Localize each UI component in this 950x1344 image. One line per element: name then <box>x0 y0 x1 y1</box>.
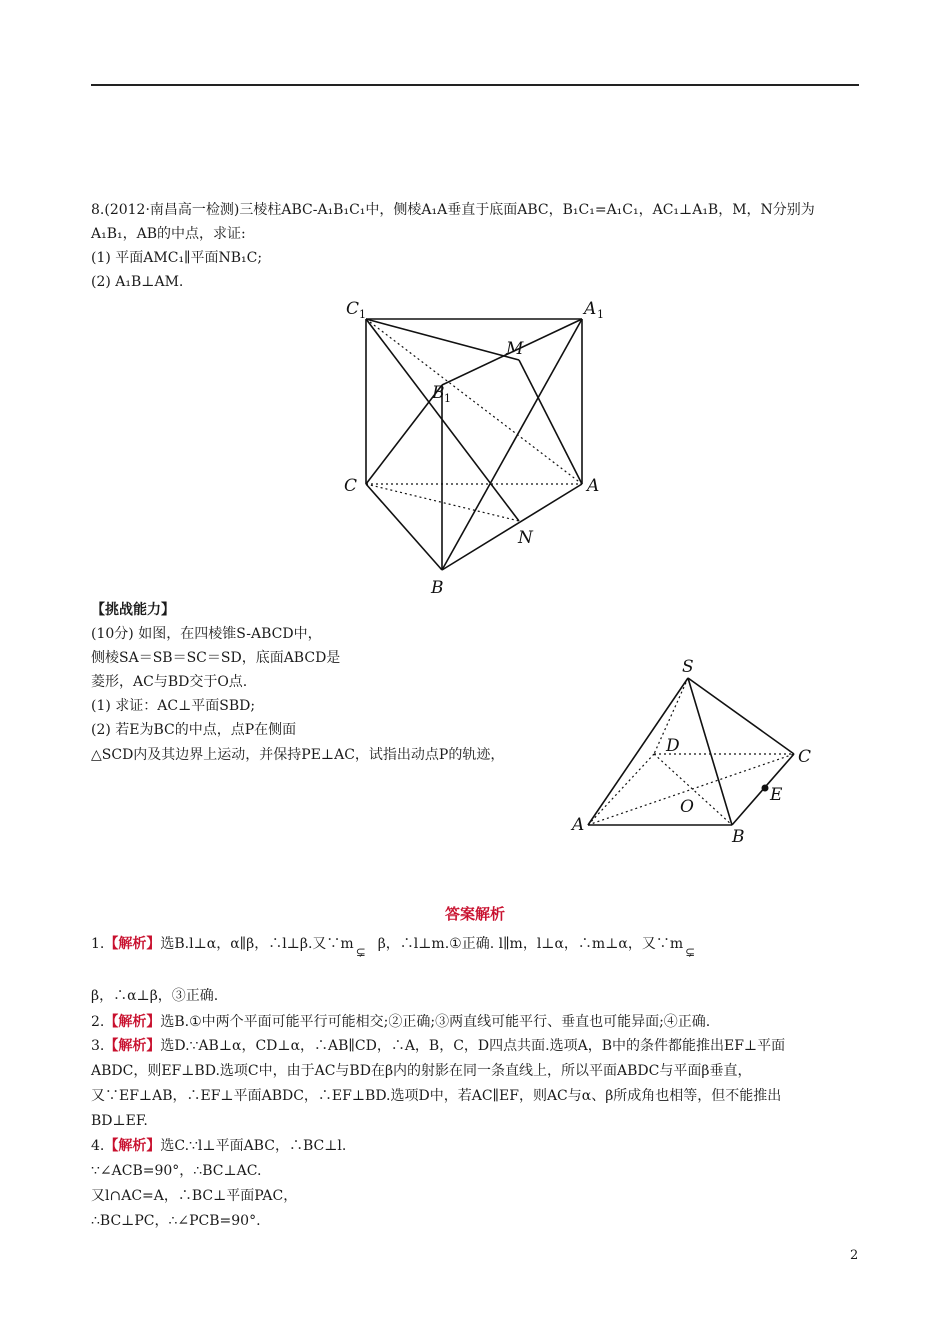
label-M: M <box>506 339 524 359</box>
answer-3-text1: 选D.∵AB⊥α，CD⊥α，∴AB∥CD，∴A，B，C，D四点共面.选项A，B中的条件都能推出EF⊥平面 <box>160 1038 786 1054</box>
label-C: C <box>344 476 358 496</box>
answer-3-line2: ABDC，则EF⊥BD.选项C中，由于AC与BD在β内的射影在同一条直线上，所以平面ABDC与平面β垂直， <box>91 1063 752 1079</box>
label-A1: A <box>584 299 597 319</box>
problem8-q1: (1) 平面AMC₁∥平面NB₁C; <box>91 250 263 266</box>
answer-1-tag: 【解析】 <box>104 936 161 952</box>
answer-3-line3: 又∵EF⊥AB，∴EF⊥平面ABDC，∴EF⊥BD.选项D中，若AC∥EF，则AC与α、β所成角也相等，但不能推出 <box>91 1088 782 1104</box>
label-C2: C <box>798 747 812 767</box>
problem8-q2: (2) A₁B⊥AM. <box>91 274 184 290</box>
answer-1-line1 <box>91 934 707 959</box>
answer-4-line2: ∵∠ACB=90°，∴BC⊥AC. <box>91 1163 262 1179</box>
answer-4-line1: 4.【解析】选C.∵l⊥平面ABC，∴BC⊥l. <box>91 1138 347 1154</box>
answer-4-text1: 选C.∵l⊥平面ABC，∴BC⊥l. <box>160 1138 347 1154</box>
challenge-q3: △SCD内及其边界上运动，并保持PE⊥AC，试指出动点P的轨迹， <box>91 747 505 763</box>
answer-4-line4: ∴BC⊥PC，∴∠PCB=90°. <box>91 1213 261 1229</box>
challenge-line1: (10分) 如图，在四棱锥S-ABCD中， <box>91 626 322 642</box>
challenge-line3: 菱形，AC与BD交于O点. <box>91 674 248 690</box>
answer-2-tag: 【解析】 <box>104 1014 161 1030</box>
challenge-heading: 【挑战能力】 <box>91 602 175 618</box>
subset-symbol-1: ⊊ <box>355 945 366 959</box>
answer-2-text: 选B.①中两个平面可能平行可能相交;②正确;③两直线可能平行、垂直也可能异面;④正确. <box>160 1014 711 1030</box>
answer-2: 2.【解析】选B.①中两个平面可能平行可能相交;②正确;③两直线可能平行、垂直也可能异面;④正确. <box>91 1014 711 1030</box>
label-E: E <box>770 785 783 805</box>
answer-1-text2: β，∴l⊥m.①正确. l∥m，l⊥α，∴m⊥α，又∵m <box>377 936 684 952</box>
label-A: A <box>587 476 600 496</box>
label-C1: C <box>346 299 360 319</box>
label-B1: B <box>432 383 445 403</box>
label-B: B <box>431 578 444 598</box>
label-C1-sub: 1 <box>359 308 366 321</box>
label-B2: B <box>732 827 745 847</box>
answer-3-line4: BD⊥EF. <box>91 1113 148 1129</box>
label-B1-sub: 1 <box>444 392 451 405</box>
answer-3-tag: 【解析】 <box>104 1038 161 1054</box>
problem8-line2: A₁B₁，AB的中点，求证: <box>91 226 246 242</box>
challenge-q1: (1) 求证：AC⊥平面SBD; <box>91 698 256 714</box>
answer-4-tag: 【解析】 <box>104 1138 161 1154</box>
label-A1-sub: 1 <box>597 308 604 321</box>
subset-symbol-2: ⊊ <box>685 945 696 959</box>
label-A2: A <box>572 815 585 835</box>
answer-1-line2: β，∴α⊥β，③正确. <box>91 988 219 1004</box>
label-O: O <box>680 797 694 817</box>
challenge-q2: (2) 若E为BC的中点，点P在侧面 <box>91 722 297 738</box>
label-S: S <box>682 657 694 677</box>
answer-4-line3: 又l∩AC=A，∴BC⊥平面PAC， <box>91 1188 298 1204</box>
label-D: D <box>666 736 680 756</box>
answer-1-text1: 选B.l⊥α，α∥β，∴l⊥β.又∵m <box>160 936 354 952</box>
challenge-line2: 侧棱SA＝SB＝SC＝SD，底面ABCD是 <box>91 650 341 666</box>
prism-figure <box>330 292 630 602</box>
page-number: 2 <box>850 1248 859 1263</box>
answers-title: 答案解析 <box>444 905 505 923</box>
header-rule <box>91 84 859 86</box>
answer-3-line1: 3.【解析】选D.∵AB⊥α，CD⊥α，∴AB∥CD，∴A，B，C，D四点共面.选项A，B中的条件都能推出EF⊥平面 <box>91 1038 786 1054</box>
pyramid-figure <box>560 650 830 850</box>
answer-1-num: 1. <box>91 936 105 952</box>
label-N: N <box>518 528 533 548</box>
problem8-line1: 8.(2012·南昌高一检测)三棱柱ABC-A₁B₁C₁中，侧棱A₁A垂直于底面ABC，B₁C₁=A₁C₁，AC₁⊥A₁B，M，N分别为 <box>91 202 815 218</box>
